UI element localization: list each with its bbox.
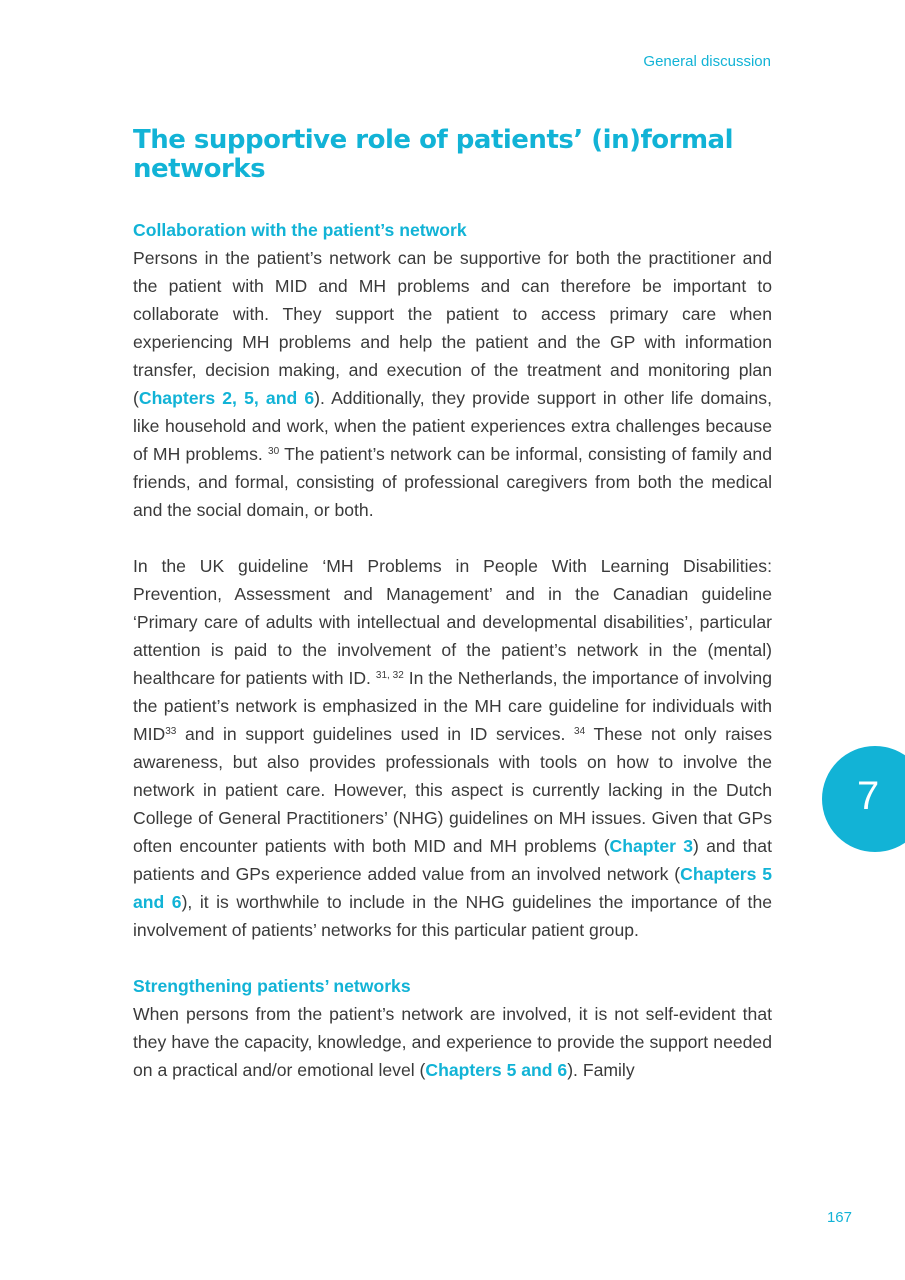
body-content xyxy=(133,216,772,1084)
paragraph-collaboration-1: Persons in the patient’s network can be supportive for both the practitioner and the patient with MID and MH problems and can therefore be important to collaborate with. They support the patient to access primary care when experiencing MH problems and help the patient and the GP with information transfer, decision making, and execution of the treatment and monitoring plan (Chapters 2, 5, and 6). Additionally, they provide support in other life domains, like household and work, when the patient experiences extra challenges because of MH problems. $^{30}$ The patient’s network can be informal, consisting of family and friends, and formal, consisting of professional caregivers from both the medical and the social domain, or both. xyxy=(133,248,772,520)
chapter-reference[interactable]: Chapter 3 xyxy=(609,836,694,856)
page-number: 167 xyxy=(826,1209,852,1226)
chapter-reference[interactable]: Chapters 5 and 6 xyxy=(133,864,772,912)
paragraph-strengthening-1: When persons from the patient’s network are involved, it is not self-evident that they have the capacity, knowledge, and experience to provide the support needed on a practical and/or emotional level (Chapters 5 and 6). Family xyxy=(133,1004,772,1080)
running-header: General discussion xyxy=(643,53,771,70)
paragraph-collaboration-2: In the UK guideline ‘MH Problems in People With Learning Disabilities: Prevention, Assessment and Management’ and in the Canadian guideline ‘Primary care of adults with intellectual and developmental disabilities’, particular attention is paid to the involvement of the patient’s network in the (mental) healthcare for patients with ID. $^{31, 32}$ In the Netherlands, the importance of involving the patient’s network is emphasized in the MH care guideline for individuals with MID$^{33}$ and in support guidelines used in ID services. $^{34}$ These not only raises awareness, but also provides professionals with tools on how to involve the network in patient care. However, this aspect is currently lacking in the Dutch College of General Practitioners’ (NHG) guidelines on MH issues. Given that GPs often encounter patients with both MID and MH problems (Chapter 3) and that patients and GPs experience added value from an involved network (Chapters 5 and 6), it is worthwhile to include in the NHG guidelines the importance of the involvement of patients’ networks for this particular patient group. xyxy=(133,556,773,940)
chapter-number: 7 xyxy=(857,774,880,818)
citation[interactable]: 34 xyxy=(574,726,586,737)
citation[interactable]: 31, 32 xyxy=(375,670,404,681)
subheading-collaboration: Collaboration with the patient’s network xyxy=(133,220,467,240)
chapter-reference[interactable]: Chapters 5 and 6 xyxy=(425,1060,568,1080)
section-title: The supportive role of patients’ (in)formal networks xyxy=(133,125,734,184)
chapter-reference[interactable]: Chapters 2, 5, and 6 xyxy=(138,388,315,408)
chapter-tab[interactable] xyxy=(822,746,905,852)
citation[interactable]: 33 xyxy=(165,726,177,737)
citation[interactable]: 30 xyxy=(268,446,280,457)
subheading-strengthening: Strengthening patients’ networks xyxy=(133,976,411,996)
